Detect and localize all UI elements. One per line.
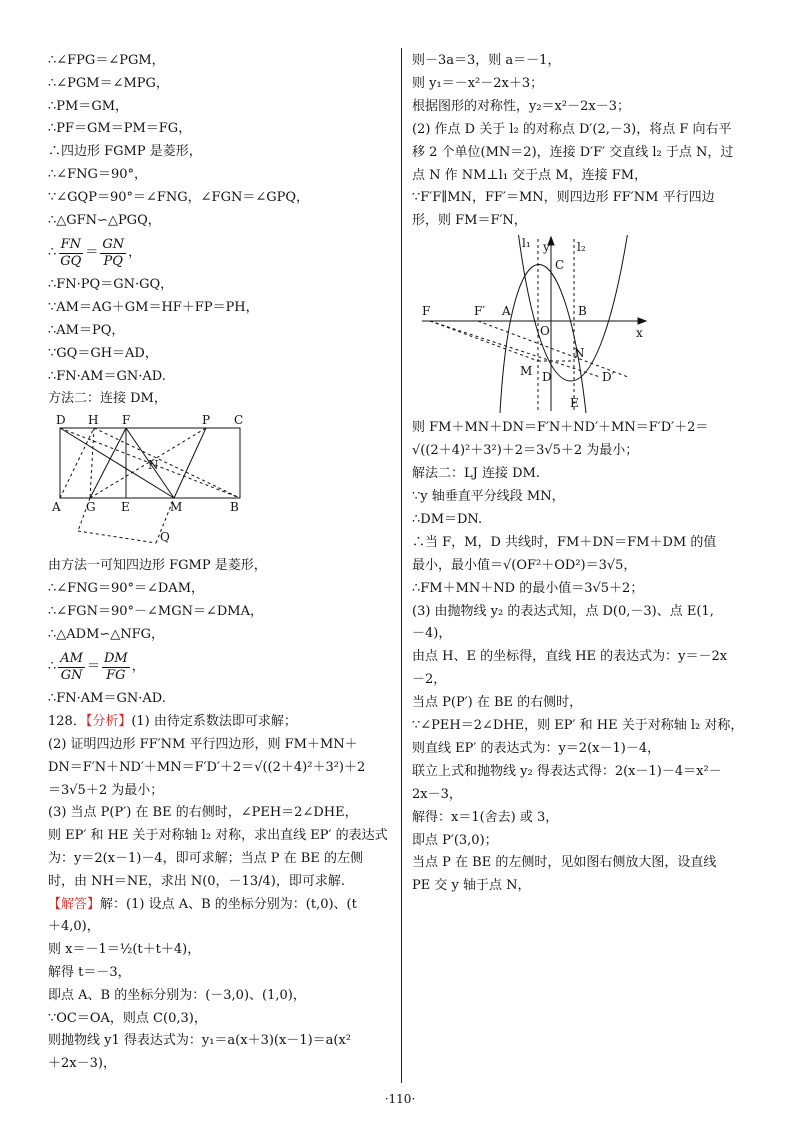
text-line: ＋4,0)， <box>48 919 100 935</box>
solution-lines-a <box>412 50 762 233</box>
right-column <box>412 50 762 898</box>
text-line: 即点 P′(3,0)； <box>412 832 498 848</box>
svg-text:M: M <box>170 500 183 515</box>
svg-text:x: x <box>636 326 643 341</box>
svg-text:l₂: l₂ <box>577 240 586 255</box>
text-line: ∴∠FPG＝∠PGM， <box>48 53 165 68</box>
solution-tag: 【解答】 <box>48 896 101 912</box>
text-line: ∴FN·AM＝GN·AD. <box>48 691 166 707</box>
text-line: 根据图形的对称性，y₂＝x²－2x－3； <box>412 98 630 114</box>
text-line: √((2＋4)²＋3²)＋2＝3√5＋2 为最小； <box>412 443 639 459</box>
svg-text:F: F <box>422 304 431 319</box>
text-line: 移 2 个单位(MN＝2)，连接 D′F′ 交直线 l₂ 于点 N，过 <box>412 144 734 160</box>
text-line: ∴∠FNG＝90°， <box>48 166 147 182</box>
svg-text:F: F <box>122 413 131 428</box>
text-line: ∴当 F，M，D 共线时，FM＋DN＝FM＋DM 的值 <box>412 534 717 550</box>
text-line: ∴∠FGN＝90°－∠MGN＝∠DMA， <box>48 603 263 619</box>
text-line: －2， <box>412 672 447 688</box>
text-line: ∵y 轴垂直平分线段 MN， <box>412 488 565 504</box>
text-line: 当点 P(P′) 在 BE 的右侧时， <box>412 695 583 711</box>
text-line: 时，由 NH＝NE，求出 N(0，－13/4)，即可求解. <box>48 873 345 889</box>
text-line: ∵AM＝AG＋GM＝HF＋FP＝PH， <box>48 300 259 316</box>
ratio-line-2: ∴ $\frac{AM}{GN}$ ＝ $\frac{DM}{FG}$ ， <box>48 650 145 683</box>
text-line: ＋2x－3)， <box>48 1056 116 1072</box>
text-line: 解得 t＝－3， <box>48 964 131 980</box>
solution-lines-b <box>412 417 762 898</box>
text-line: ∵OC＝OA，则点 C(0,3)， <box>48 1010 207 1026</box>
text-line: ∵F′F∥MN，FF′＝MN，则四边形 FF′NM 平行四边 <box>412 190 715 206</box>
text-line: 解得：x＝1(舍去) 或 3， <box>412 809 559 825</box>
left-column <box>48 50 394 1076</box>
text-line: (3) 由抛物线 y₂ 的表达式知，点 D(0,－3)、点 E(1, <box>412 603 714 619</box>
fraction-dm-fg: $\frac{DM}{FG}$ <box>104 650 128 683</box>
text-line: ∴AM＝PQ， <box>48 322 125 338</box>
q128-solution-lines <box>48 916 394 1076</box>
svg-text:Q: Q <box>160 530 170 545</box>
text-line: 2x－3， <box>412 786 462 802</box>
svg-text:B: B <box>230 500 239 515</box>
text-line: 为：y＝2(x－1)－4，即可求解；当点 P 在 BE 的左侧 <box>48 850 363 866</box>
svg-text:D: D <box>542 370 552 385</box>
proof-lines-c <box>48 555 394 646</box>
page-number: ·110· <box>384 1092 416 1106</box>
fraction-fn-gq: $\frac{FN}{GQ}$ <box>60 236 82 269</box>
text-line: ∵∠GQP＝90°＝∠FNG，∠FGN＝∠GPQ， <box>48 189 310 205</box>
parabola-figure <box>416 235 656 415</box>
q128-analysis-lines <box>48 734 394 894</box>
text-line: PE 交 y 轴于点 N， <box>412 878 531 894</box>
text-line: ∵GQ＝GH＝AD， <box>48 345 158 361</box>
q128-solution-line: 【解答】解：(1) 设点 A、B 的坐标分别为：(t,0)、(t <box>48 896 357 912</box>
svg-text:C: C <box>555 258 565 273</box>
svg-text:G: G <box>86 500 96 515</box>
svg-text:P: P <box>202 413 211 428</box>
svg-text:F′: F′ <box>474 304 486 319</box>
svg-text:N: N <box>148 458 159 473</box>
text-line: 则抛物线 y1 得表达式为：y₁＝a(x＋3)(x－1)＝a(x² <box>48 1033 352 1049</box>
text-line: 形，则 FM＝F′N， <box>412 213 527 229</box>
svg-text:D: D <box>56 413 66 428</box>
text-line: 则 y₁＝－x²－2x＋3； <box>412 75 544 91</box>
svg-text:l₁: l₁ <box>522 236 531 251</box>
text-line: ∴PM＝GM， <box>48 98 129 114</box>
proof-lines-b <box>48 274 394 411</box>
text-line: 则 x＝－1＝½(t＋t＋4)， <box>48 942 201 958</box>
text-line: ∴FN·AM＝GN·AD. <box>48 368 166 384</box>
svg-text:E: E <box>570 396 579 411</box>
column-divider <box>401 48 402 1083</box>
text-line: 即点 A、B 的坐标分别为：(－3,0)、(1,0)， <box>48 987 306 1003</box>
text-line: 则 EP′ 和 HE 关于对称轴 l₂ 对称，求出直线 EP′ 的表达式 <box>48 828 388 844</box>
text-line: (3) 当点 P(P′) 在 BE 的右侧时，∠PEH＝2∠DHE， <box>48 805 358 821</box>
text-line: 当点 P 在 BE 的左侧时，见如图右侧放大图，设直线 <box>412 855 717 871</box>
svg-text:D′: D′ <box>602 370 615 385</box>
text-line: ∴△ADM∽△NFG， <box>48 626 165 642</box>
fraction-gn-pq: $\frac{GN}{PQ}$ <box>102 236 125 269</box>
text-line: －4)， <box>412 626 452 642</box>
text-line: 则 FM＋MN＋DN＝F′N＋ND′＋MN＝F′D′＋2＝ <box>412 420 709 436</box>
text-line: 由方法一可知四边形 FGMP 是菱形， <box>48 558 267 574</box>
text-line: ∴∠PGM＝∠MPG， <box>48 75 169 91</box>
text-line: ＝3√5＋2 为最小； <box>48 782 164 798</box>
text-line: ∴四边形 FGMP 是菱形， <box>48 144 202 160</box>
rectangle-figure <box>48 413 248 553</box>
text-line: 则－3a＝3，则 a＝－1， <box>412 53 561 68</box>
proof-lines-d <box>48 688 394 711</box>
svg-text:O: O <box>540 324 550 339</box>
text-line: (2) 证明四边形 FF′NM 平行四边形，则 FM＋MN＋ <box>48 736 358 752</box>
text-line: DN＝F′N＋ND′＋MN＝F′D′＋2＝√((2＋4)²＋3²)＋2 <box>48 759 366 775</box>
svg-text:B: B <box>578 304 587 319</box>
svg-text:N: N <box>574 346 585 361</box>
svg-text:A: A <box>52 500 61 515</box>
text-line: 联立上式和抛物线 y₂ 得表达式得：2(x－1)－4＝x²－ <box>412 763 722 779</box>
text-line: ∴FM＋MN＋ND 的最小值＝3√5＋2； <box>412 580 644 596</box>
svg-text:E: E <box>121 500 130 515</box>
svg-text:C: C <box>234 413 244 428</box>
svg-text:y: y <box>543 240 550 255</box>
q128-analysis-line: 128．【分析】(1) 由待定系数法即可求解； <box>48 714 297 730</box>
svg-text:H: H <box>88 413 99 428</box>
svg-text:A: A <box>502 304 511 319</box>
text-line: ∴FN·PQ＝GN·GQ， <box>48 277 174 293</box>
text-line: ∵∠PEH＝2∠DHE，则 EP′ 和 HE 关于对称轴 l₂ 对称， <box>412 718 744 734</box>
text-line: (2) 作点 D 关于 l₂ 的对称点 D′(2,－3)，将点 F 向右平 <box>412 121 732 137</box>
text-line: 由点 H、E 的坐标得，直线 HE 的表达式为：y＝－2x <box>412 649 728 665</box>
proof-lines-a <box>48 50 394 232</box>
text-line: ∴PF＝GM＝PM＝FG， <box>48 121 192 137</box>
text-line: ∴△GFN∽△PGQ， <box>48 212 161 228</box>
analysis-tag: 【分析】 <box>85 714 132 730</box>
fraction-am-gn: $\frac{AM}{GN}$ <box>60 650 83 683</box>
text-line: 最小，最小值＝√(OF²＋OD²)＝3√5， <box>412 557 637 573</box>
text-line: 点 N 作 NM⊥l₁ 交于点 M，连接 FM， <box>412 167 648 183</box>
text-line: 方法二：连接 DM， <box>48 391 167 407</box>
text-line: 则直线 EP′ 的表达式为：y＝2(x－1)－4， <box>412 740 661 756</box>
text-line: ∴∠FNG＝90°＝∠DAM， <box>48 580 205 596</box>
svg-text:M: M <box>520 364 533 379</box>
text-line: ∴DM＝DN. <box>412 511 483 527</box>
text-line: 解法二：LJ 连接 DM. <box>412 466 540 482</box>
ratio-line-1: ∴ $\frac{FN}{GQ}$ ＝ $\frac{GN}{PQ}$ ， <box>48 236 142 269</box>
